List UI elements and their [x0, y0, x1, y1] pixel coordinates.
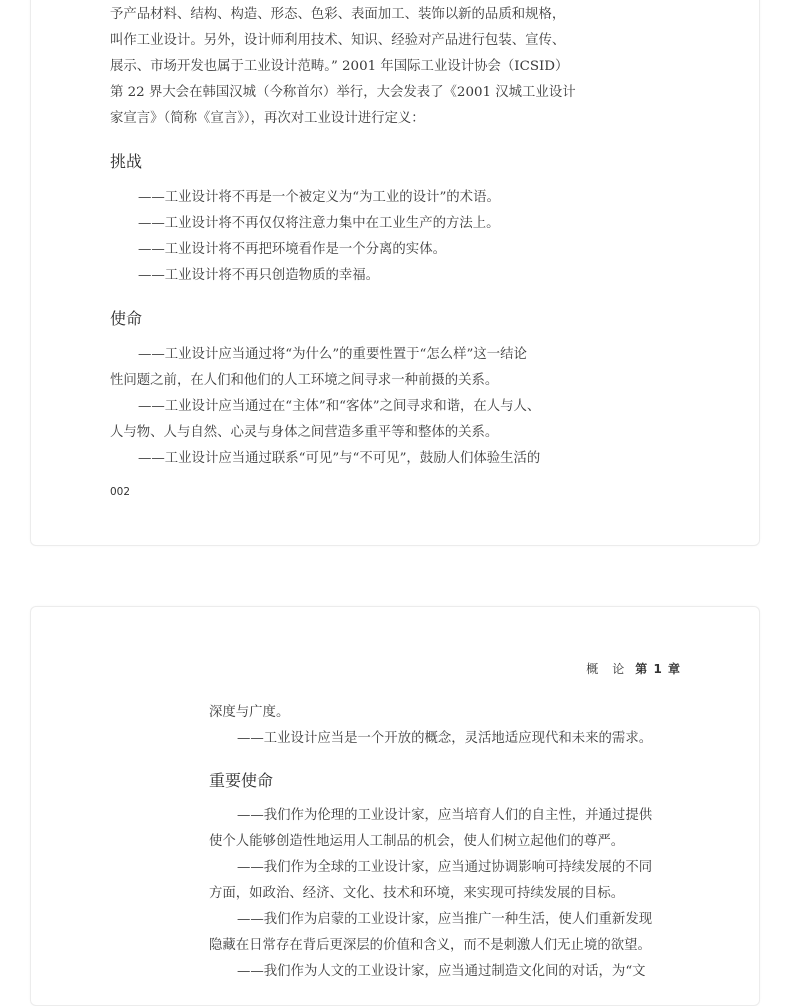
text-line: 展示、市场开发也属于工业设计范畴。” 2001 年国际工业设计协会（ICSID） — [110, 59, 569, 74]
page-number: 002 — [110, 486, 131, 498]
challenge-item: ——工业设计将不再仅仅将注意力集中在工业生产的方法上。 — [138, 216, 500, 231]
important-mission-heading: 重要使命 — [209, 771, 274, 790]
challenge-item: ——工业设计将不再把环境看作是一个分离的实体。 — [138, 242, 446, 257]
text-line: ——工业设计应当是一个开放的概念，灵活地适应现代和未来的需求。 — [237, 731, 653, 746]
text-line: ——我们作为全球的工业设计家，应当通过协调影响可持续发展的不同 — [237, 860, 653, 875]
text-line: ——我们作为伦理的工业设计家，应当培育人们的自主性，并通过提供 — [237, 808, 653, 823]
continuation-paragraph — [209, 700, 652, 752]
challenge-item: ——工业设计将不再是一个被定义为“为工业的设计”的术语。 — [138, 190, 500, 205]
text-line: 隐藏在日常存在背后更深层的价值和含义，而不是刺激人们无止境的欲望。 — [209, 938, 651, 953]
text-line: 家宣言》（简称《宣言》），再次对工业设计进行定义： — [110, 111, 425, 126]
text-line: 深度与广度。 — [209, 705, 290, 720]
text-line: ——工业设计应当通过将“为什么”的重要性置于“怎么样”这一结论 — [138, 347, 527, 362]
text-line: 性问题之前，在人们和他们的人工环境之间寻求一种前摄的关系。 — [110, 373, 499, 388]
text-line: 第 22 界大会在韩国汉城（今称首尔）举行，大会发表了《2001 汉城工业设计 — [110, 85, 576, 100]
mission-paragraph — [110, 342, 540, 472]
text-line: ——我们作为启蒙的工业设计家，应当推广一种生活，使人们重新发现 — [237, 912, 653, 927]
challenge-list — [110, 185, 500, 289]
challenge-item: ——工业设计将不再只创造物质的幸福。 — [138, 268, 380, 283]
text-line: ——工业设计应当通过联系“可见”与“不可见”，鼓励人们体验生活的 — [138, 451, 541, 466]
text-line: 使个人能够创造性地运用人工制品的机会，使人们树立起他们的尊严。 — [209, 834, 625, 849]
mission-heading: 使命 — [110, 309, 143, 328]
running-head-section: 概 论 — [586, 662, 626, 676]
intro-paragraph — [110, 2, 576, 132]
text-line: 叫作工业设计。另外，设计师利用技术、知识、经验对产品进行包装、宣传、 — [110, 33, 566, 48]
text-line: 人与物、人与自然、心灵与身体之间营造多重平等和整体的关系。 — [110, 425, 499, 440]
challenge-heading: 挑战 — [110, 152, 143, 171]
text-line: 方面，如政治、经济、文化、技术和环境，来实现可持续发展的目标。 — [209, 886, 625, 901]
running-head — [586, 660, 681, 677]
text-line: 予产品材料、结构、构造、形态、色彩、表面加工、装饰以新的品质和规格， — [110, 7, 566, 22]
running-head-chapter: 第 1 章 — [635, 662, 681, 676]
text-line: ——工业设计应当通过在“主体”和“客体”之间寻求和谐，在人与人、 — [138, 399, 541, 414]
text-line: ——我们作为人文的工业设计家，应当通过制造文化间的对话，为“文 — [237, 964, 646, 979]
important-mission-paragraph — [209, 803, 652, 985]
